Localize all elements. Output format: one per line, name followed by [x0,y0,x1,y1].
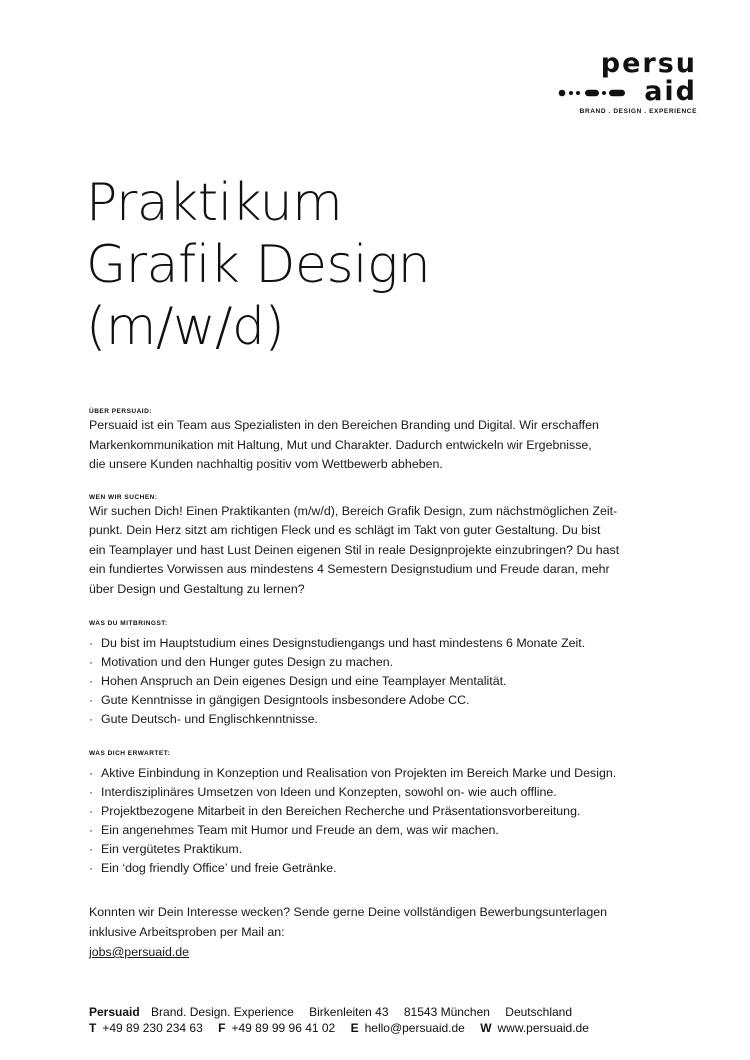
list-item [89,859,649,878]
list-item-text: Ein vergütetes Praktikum. [101,842,243,856]
application-email-link[interactable]: jobs@persuaid.de [89,945,190,959]
footer-country: Deutschland [505,1005,573,1019]
footer-contact-row [89,1020,689,1036]
section-label: WAS DU MITBRINGST: [89,620,168,627]
text-line: die unsere Kunden nachhaltig positiv vom Wettbewerb abheben. [89,457,443,471]
list-item [89,821,649,840]
bullet-icon: · [89,693,94,707]
text-line: Markenkommunikation mit Haltung, Mut und Charakter. Dadurch entwickeln wir Ergebnisse, [89,437,592,452]
footer-street: Birkenleiten 43 [309,1005,389,1019]
bullet-icon: · [89,861,94,875]
footer-fax: +49 89 99 96 41 02 [231,1021,336,1035]
text-line: ein Teamplayer und hast Lust Deinen eigenen Stil in reale Designprojekte einzubringen? Du hast [89,542,620,557]
list-item [89,764,649,783]
list-item [89,691,649,710]
list-item [89,840,649,859]
logo-tagline: BRAND . DESIGN . EXPERIENCE [579,108,697,115]
bullet-icon: · [89,766,94,780]
bullet-icon: · [89,636,94,650]
footer-city: 81543 München [403,1005,490,1019]
list-item-text: Gute Kenntnisse in gängigen Designtools insbesondere Adobe CC. [101,693,470,707]
footer-web-label: W [480,1021,492,1035]
list-item [89,634,649,653]
footer-phone-label: T [89,1021,97,1035]
footer-address-row [89,1004,689,1020]
footer-fax-label: F [218,1021,226,1035]
section-requirements [89,619,649,729]
section-label: WAS DICH ERWARTET: [89,750,171,757]
footer-email-label: E [350,1021,359,1035]
list-item [89,672,649,691]
page-title [86,172,646,358]
title-line: Praktikum [86,173,343,233]
closing-line: Konnten wir Dein Interesse wecken? Sende gerne Deine vollständigen Bewerbungsunterlagen [89,905,607,919]
title-line: (m/w/d) [86,297,285,357]
bullet-icon: · [89,674,94,688]
text-line: Wir suchen Dich! Einen Praktikanten (m/w/d), Bereich Grafik Design, zum nächstmöglichen Zeit- [89,503,618,518]
section-search [89,493,649,600]
list-item [89,783,649,802]
list-item-text: Motivation und den Hunger gutes Design zu machen. [101,655,394,669]
logo-word-bottom: aid [644,76,697,107]
closing-line [89,922,649,962]
list-item-text: Projektbezogene Mitarbeit in den Bereichen Recherche und Präsentationsvorbereitung. [101,804,581,818]
bullet-icon: · [89,804,94,818]
text-line: Persuaid ist ein Team aus Spezialisten in den Bereichen Branding und Digital. Wir erschaffen [89,418,599,432]
logo-dots-icon [558,89,628,97]
list-item-text: Hohen Anspruch an Dein eigenes Design und eine Teamplayer Mentalität. [101,674,507,688]
list-item-text: Du bist im Hauptstudium eines Designstudiengangs und hast mindestens 6 Monate Zeit. [101,636,586,650]
text-line: über Design und Gestaltung zu lernen? [89,581,305,596]
list-item-text: Ein angenehmes Team mit Humor und Freude an dem, was wir machen. [101,823,499,837]
section-text [89,416,649,475]
section-about [89,407,649,475]
list-item [89,710,649,729]
list-item-text: Gute Deutsch- und Englischkenntnisse. [101,712,318,726]
footer-phone[interactable]: +49 89 230 234 63 [102,1021,203,1035]
bullet-icon: · [89,712,94,726]
bullet-icon: · [89,842,94,856]
text-line: ein fundiertes Vorwissen aus mindestens 4 Semestern Designstudium und Freude daran, mehr [89,562,610,576]
list-item-text: Interdisziplinäres Umsetzen von Ideen und Konzepten, sowohl on- wie auch offline. [101,785,557,799]
footer-tagline: Brand. Design. Experience [151,1005,294,1019]
closing-text [89,902,649,962]
company-logo [556,50,701,118]
list-item-text: Aktive Einbindung in Konzeption und Realisation von Projekten im Bereich Marke und Design. [101,766,617,780]
job-description [89,407,649,962]
requirements-list [89,634,649,729]
section-label: WEN WIR SUCHEN: [89,493,158,501]
title-line: Grafik Design [86,235,431,295]
footer-website-link[interactable]: www.persuaid.de [497,1021,589,1035]
footer-company: Persuaid [89,1005,140,1019]
text-line: punkt. Dein Herz sitzt am richtigen Fleck und es schlägt im Takt von guter Gestaltung. Du bist [89,523,601,537]
bullet-icon: · [89,823,94,837]
section-text [89,502,649,600]
bullet-icon: · [89,655,94,669]
list-item [89,802,649,821]
footer-email-link[interactable]: hello@persuaid.de [364,1021,465,1035]
bullet-icon: · [89,785,94,799]
closing-prefix: inklusive Arbeitsproben per Mail an: [89,925,285,939]
list-item-text: Ein ‘dog friendly Office’ und freie Getränke. [101,861,337,875]
benefits-list [89,764,649,878]
list-item [89,653,649,672]
logo-word-top: persu [600,48,697,79]
footer [89,1004,689,1036]
section-label: ÜBER PERSUAID: [89,408,152,415]
section-benefits [89,749,649,878]
